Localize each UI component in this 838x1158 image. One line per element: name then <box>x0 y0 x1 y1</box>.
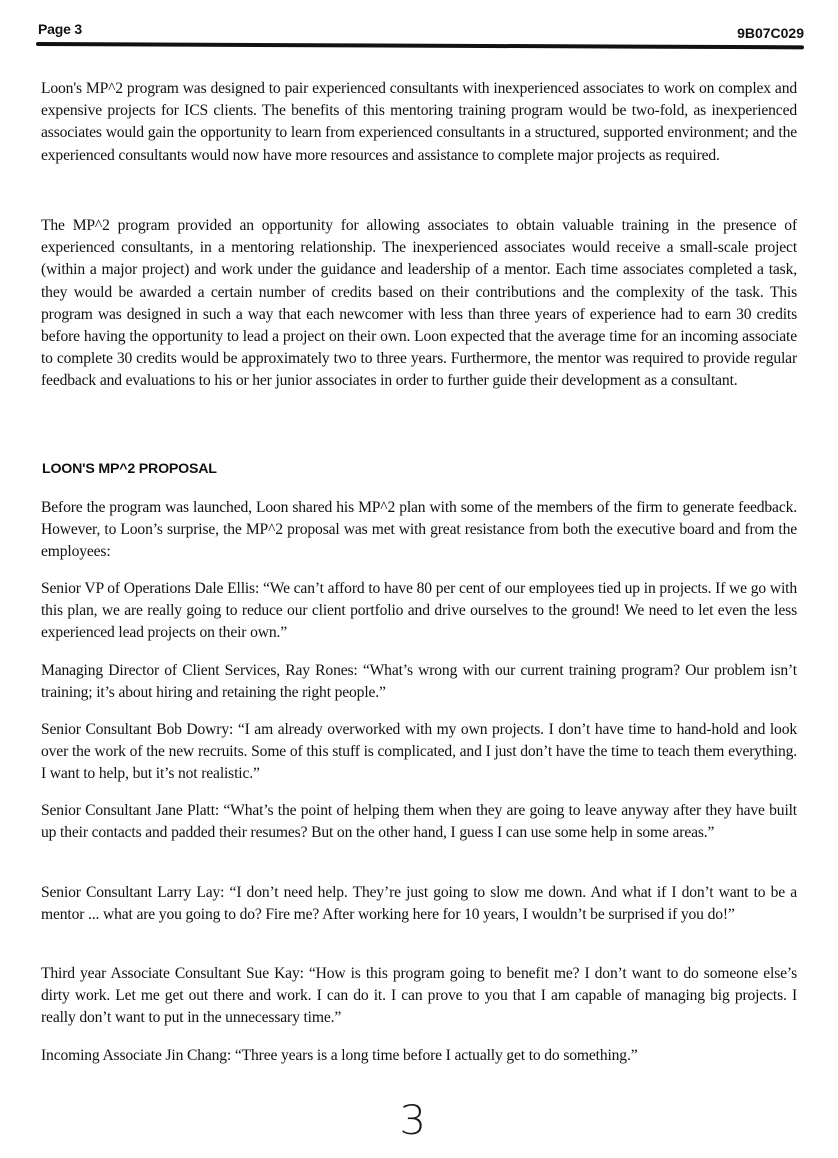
document-body <box>41 78 797 1064</box>
header-rule <box>36 42 804 49</box>
page-header <box>36 18 804 50</box>
quote-bob-dowry: Senior Consultant Bob Dowry: “I am already overworked with my own projects. I don’t have time to hand-hold and look over the work of the new recruits. Some of this stuff is complicated, and I just don’t have the time to teach them everything. I want to help, but it’s not realistic.” <box>41 721 797 783</box>
page-label: Page 3 <box>38 21 82 37</box>
document-code: 9B07C029 <box>737 25 804 41</box>
quote-jin-chang: Incoming Associate Jin Chang: “Three years is a long time before I actually get to do something.” <box>41 1047 638 1064</box>
quote-jane-platt: Senior Consultant Jane Platt: “What’s the point of helping them when they are going to leave anyway after they have built up their contacts and padded their resumes? But on the other hand, I guess I can use some help in some areas.” <box>41 802 797 842</box>
quote-sue-kay: Third year Associate Consultant Sue Kay: “How is this program going to benefit me? I don’t want to do someone else’s dirty work. Let me get out there and work. I can do it. I can prove to you that I am capable of managing big projects. I really don’t want to put in the unnecessary time.” <box>41 965 797 1027</box>
section-heading: LOON'S MP^2 PROPOSAL <box>42 461 217 477</box>
paragraph-program-description: Loon's MP^2 program was designed to pair experienced consultants with inexperienced associates to work on complex and expensive projects for ICS clients. The benefits of this mentoring training program would be two-fold, as inexperienced associates would gain the opportunity to learn from experienced consultants in a structured, supported environment; and the experienced consultants would now have more resources and assistance to complete major projects as required. <box>41 80 797 164</box>
paragraph-proposal-intro: Before the program was launched, Loon shared his MP^2 plan with some of the members of the firm to generate feedback. However, to Loon’s surprise, the MP^2 proposal was met with great resistance from both the executive board and from the employees: <box>41 499 797 561</box>
handwritten-page-number: 3 <box>399 1098 427 1144</box>
quote-larry-lay: Senior Consultant Larry Lay: “I don’t need help. They’re just going to slow me down. And what if I don’t want to be a mentor ... what are you going to do? Fire me? After working here for 10 years, I wouldn’t be surprised if you do!” <box>41 884 797 924</box>
paragraph-program-details: The MP^2 program provided an opportunity for allowing associates to obtain valuable training in the presence of experienced consultants, in a mentoring relationship. The inexperienced associates would receive a small-scale project (within a major project) and work under the guidance and leadership of a mentor. Each time associates completed a task, they would be awarded a certain number of credits based on their contributions and the complexity of the task. This program was designed in such a way that each newcomer with less than three years of experience had to earn 30 credits before having the opportunity to lead a project on their own. Loon expected that the average time for an incoming associate to complete 30 credits would be approximately two to three years. Furthermore, the mentor was required to provide regular feedback and evaluations to his or her junior associates in order to further guide their development as a consultant. <box>41 217 797 390</box>
quote-ray-rones: Managing Director of Client Services, Ray Rones: “What’s wrong with our current training program? Our problem isn’t training; it’s about hiring and retaining the right people.” <box>41 662 797 702</box>
quote-dale-ellis: Senior VP of Operations Dale Ellis: “We can’t afford to have 80 per cent of our employees tied up in projects. If we go with this plan, we are really going to reduce our client portfolio and drive ourselves to the ground! We need to let even the less experienced lead projects on their own.” <box>41 580 797 642</box>
